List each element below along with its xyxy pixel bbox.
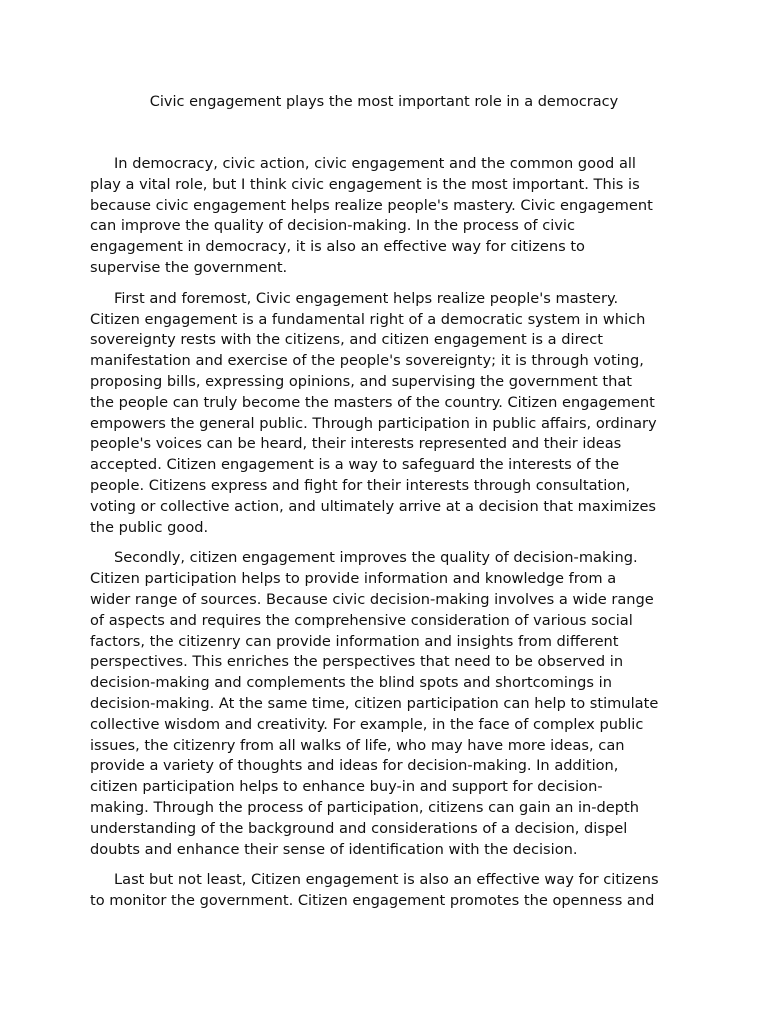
- paragraph-line: understanding of the background and considerations of a decision, dispel: [90, 819, 628, 837]
- paragraph-line: manifestation and exercise of the people's sovereignty; it is through voting,: [90, 352, 644, 370]
- paragraph-line: provide a variety of thoughts and ideas for decision-making. In addition,: [90, 757, 619, 775]
- paragraph-line: can improve the quality of decision-making. In the process of civic: [90, 217, 575, 235]
- paragraph-line: decision-making and complements the blind spots and shortcomings in: [90, 674, 612, 692]
- paragraph-line: citizen participation helps to enhance buy-in and support for decision-: [90, 778, 603, 796]
- document-title: Civic engagement plays the most important role in a democracy: [149, 94, 619, 110]
- paragraph-line: play a vital role, but I think civic engagement is the most important. This is: [90, 175, 640, 193]
- paragraph-line: collective wisdom and creativity. For example, in the face of complex public: [90, 715, 644, 733]
- paragraph-line: perspectives. This enriches the perspectives that need to be observed in: [90, 653, 624, 671]
- paragraph-line: because civic engagement helps realize people's mastery. Civic engagement: [90, 196, 653, 214]
- paragraph-line: supervise the government.: [90, 258, 288, 276]
- paragraph-line: Citizen engagement is a fundamental right of a democratic system in which: [90, 310, 646, 328]
- paragraph-line: doubts and enhance their sense of identification with the decision.: [90, 840, 578, 858]
- paragraph-line: Last but not least, Citizen engagement is also an effective way for citizens: [114, 871, 659, 889]
- paragraph-line: the public good.: [90, 518, 209, 536]
- paragraph-line: accepted. Citizen engagement is a way to safeguard the interests of the: [90, 456, 620, 474]
- paragraph-4: [90, 870, 682, 912]
- paragraph-line: proposing bills, expressing opinions, and supervising the government that: [90, 372, 633, 390]
- paragraph-line: to monitor the government. Citizen engagement promotes the openness and: [90, 892, 655, 910]
- paragraph-line: the people can truly become the masters of the country. Citizen engagement: [90, 393, 655, 411]
- paragraph-line: wider range of sources. Because civic decision-making involves a wide range: [90, 590, 654, 608]
- paragraph-line: making. Through the process of participation, citizens can gain an in-depth: [90, 798, 640, 816]
- paragraph-line: Citizen participation helps to provide information and knowledge from a: [90, 570, 617, 588]
- document-body: [90, 154, 682, 922]
- paragraph-line: empowers the general public. Through participation in public affairs, ordinary: [90, 414, 657, 432]
- paragraph-line: people's voices can be heard, their interests represented and their ideas: [90, 435, 622, 453]
- paragraph-line: factors, the citizenry can provide information and insights from different: [90, 632, 619, 650]
- paragraph-line: people. Citizens express and fight for their interests through consultation,: [90, 476, 631, 494]
- paragraph-line: Secondly, citizen engagement improves the quality of decision-making.: [114, 549, 638, 567]
- paragraph-line: In democracy, civic action, civic engagement and the common good all: [114, 155, 636, 172]
- paragraph-line: First and foremost, Civic engagement helps realize people's mastery.: [114, 289, 619, 307]
- paragraph-line: voting or collective action, and ultimately arrive at a decision that maximizes: [90, 497, 657, 515]
- paragraph-line: decision-making. At the same time, citizen participation can help to stimulate: [90, 694, 659, 712]
- paragraph-3: [90, 548, 682, 860]
- paragraph-1: [90, 154, 682, 279]
- paragraph-line: issues, the citizenry from all walks of life, who may have more ideas, can: [90, 736, 625, 754]
- paragraph-line: engagement in democracy, it is also an effective way for citizens to: [90, 238, 585, 256]
- paragraph-line: sovereignty rests with the citizens, and citizen engagement is a direct: [90, 331, 603, 349]
- paragraph-line: of aspects and requires the comprehensive consideration of various social: [90, 611, 633, 629]
- paragraph-2: [90, 289, 682, 539]
